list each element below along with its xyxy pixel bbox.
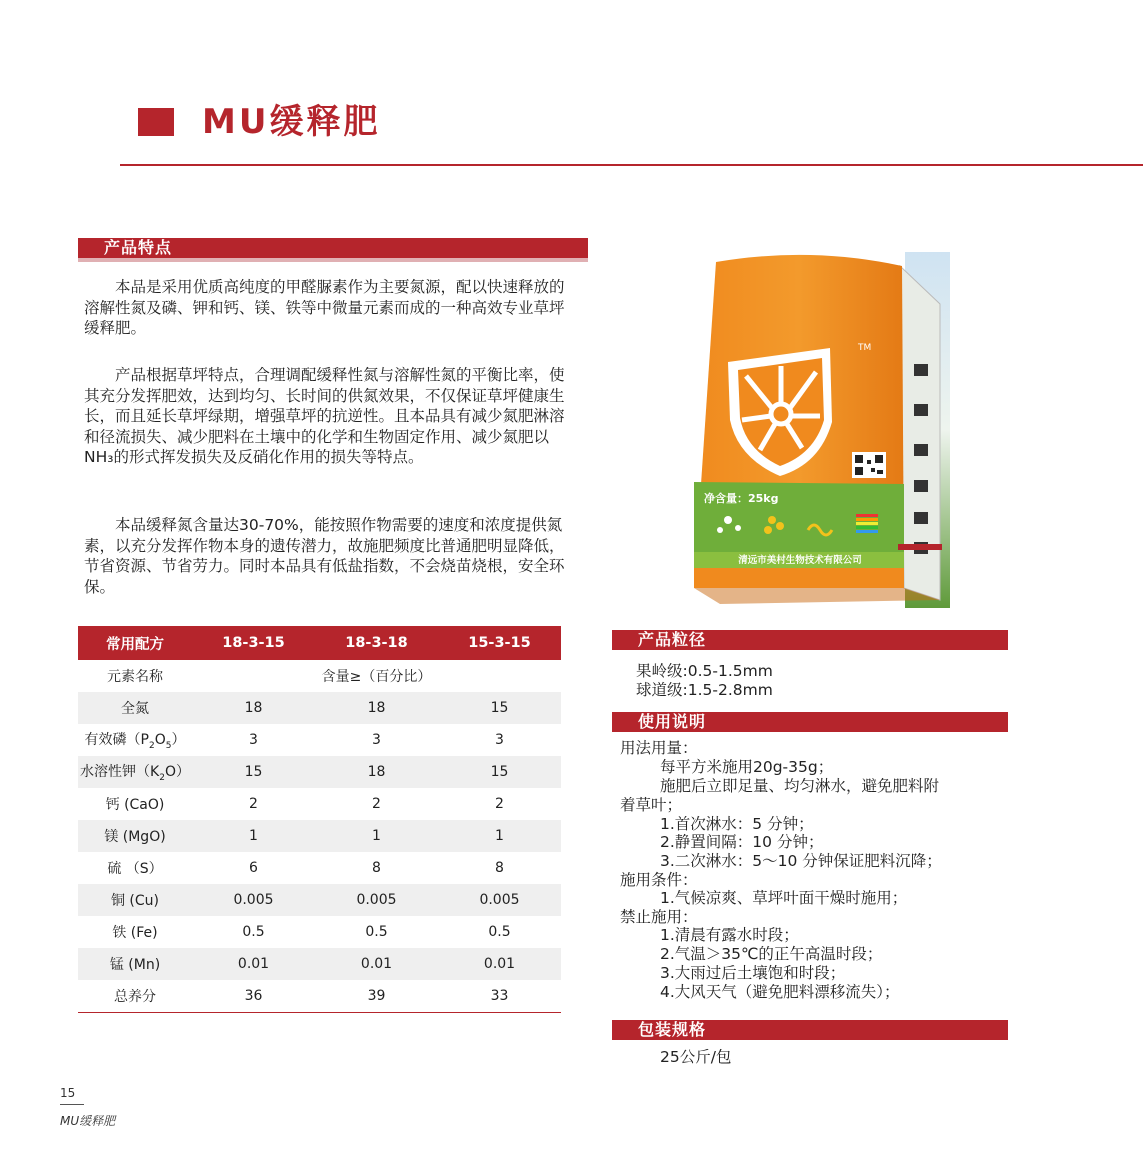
table-header-cell: 15-3-15: [438, 626, 561, 660]
features-text-3: 本品缓释氮含量达30-70%，能按照作物需要的速度和浓度提供氮素，以充分发挥作物本身的遗传潜力，故施肥频度比普通肥明显降低，节省资源、节省劳力。同时本品具有低盐指数，不会烧苗烧根，安全环保。: [84, 516, 565, 596]
table-cell: 钙 (CaO): [105, 797, 165, 813]
table-cell: 元素名称: [107, 669, 163, 685]
subscript: 5: [165, 740, 172, 751]
header-rule: [120, 164, 1143, 166]
packaging-heading: 包装规格: [638, 1020, 707, 1039]
table-cell: 36: [192, 980, 315, 1013]
table-header-row: [78, 626, 561, 660]
table-header-cell: 18-3-15: [192, 626, 315, 660]
table-cell: 18: [192, 692, 315, 724]
table-cell: 3: [372, 732, 381, 748]
table-cell: 硫 （S）: [107, 861, 163, 877]
packaging-heading-bar: [612, 1020, 1008, 1040]
table-cell: 18: [315, 756, 438, 788]
table-header-cell: 常用配方: [78, 626, 192, 660]
table-cell: [78, 756, 192, 788]
table-cell: 2: [372, 796, 381, 812]
table-cell: 0.005: [438, 884, 561, 916]
table-cell: 6: [249, 860, 258, 876]
element-name: ）: [171, 732, 186, 749]
element-name: 水溶性钾（: [80, 764, 151, 781]
features-text-1: 本品是采用优质高纯度的甲醛脲素作为主要氮源，配以快速释放的溶解性氮及磷、钾和钙、镁、铁等中微量元素而成的一种高效专业草坪缓释肥。: [84, 278, 565, 337]
table-cell: 18: [315, 692, 438, 724]
table-cell: 15: [438, 692, 561, 724]
table-row: [78, 884, 561, 916]
table-row: [78, 916, 561, 948]
features-paragraph-2: [84, 365, 574, 468]
element-symbol: O: [164, 764, 176, 781]
granule-heading-bar: [612, 630, 1008, 650]
page-title: MU缓释肥: [202, 102, 381, 142]
table-cell: 3: [249, 732, 258, 748]
table-cell: 含量≥（百分比）: [321, 669, 432, 685]
table-cell: 2: [495, 796, 504, 812]
usage-line: 4.大风天气（避免肥料漂移流失）；: [660, 983, 900, 1001]
table-row: [78, 692, 561, 724]
table-cell: 铜 (Cu): [78, 884, 192, 916]
table-row: [78, 980, 561, 1013]
table-cell: 0.5: [365, 924, 388, 940]
element-symbol: P: [140, 732, 149, 749]
usage-line: 每平方米施用20g-35g；: [660, 758, 834, 776]
usage-line: 3.大雨过后土壤饱和时段；: [660, 964, 846, 982]
table-cell: 0.5: [242, 924, 265, 940]
title-square-decoration: [138, 108, 174, 136]
table-header-cell: 18-3-18: [315, 626, 438, 660]
table-cell: 0.005: [192, 884, 315, 916]
granule-line: 果岭级:0.5-1.5mm: [636, 662, 773, 680]
usage-heading: 使用说明: [638, 712, 707, 731]
table-cell: 8: [495, 860, 504, 876]
features-paragraph-1: [84, 277, 574, 339]
table-cell: 镁 (MgO): [78, 820, 192, 852]
table-cell: 0.005: [315, 884, 438, 916]
table-cell: 2: [249, 796, 258, 812]
table-cell: 0.01: [192, 948, 315, 980]
usage-line: 2.静置间隔：10 分钟；: [660, 833, 824, 851]
table-row: [78, 756, 561, 788]
features-heading: 产品特点: [104, 238, 173, 257]
usage-line: 1.首次淋水：5 分钟；: [660, 815, 814, 833]
table-cell: 15: [438, 756, 561, 788]
bag-net-weight: 净含量：25kg: [704, 492, 779, 505]
table-cell: 0.01: [438, 948, 561, 980]
element-symbol: K: [150, 764, 160, 781]
usage-line: 1.气候凉爽、草坪叶面干燥时施用；: [660, 889, 908, 907]
element-name: ）: [175, 764, 190, 781]
packaging-value: 25公斤/包: [660, 1048, 732, 1066]
element-symbol: O: [154, 732, 166, 749]
usage-line: 施用条件：: [620, 871, 698, 889]
table-cell: 锰 (Mn): [78, 948, 192, 980]
usage-line: 施肥后立即足量、均匀淋水，避免肥料附: [660, 777, 940, 795]
table-subheader-row: [78, 660, 561, 692]
table-cell: 1: [438, 820, 561, 852]
element-name: 有效磷（: [84, 732, 141, 749]
table-cell: 铁 (Fe): [112, 925, 158, 941]
granule-heading: 产品粒径: [638, 630, 707, 649]
subscript: 2: [148, 740, 155, 751]
formula-table: [78, 626, 561, 1013]
table-cell: 15: [192, 756, 315, 788]
features-text-2: 产品根据草坪特点，合理调配缓释性氮与溶解性氮的平衡比率，使其充分发挥肥效，达到均匀、长时间的供氮效果，不仅保证草坪健康生长，而且延长草坪绿期，增强草坪的抗逆性。且本品具有减少氮肥淋溶和径流损失、减少肥料在土壤中的化学和生物固定作用、减少氮肥以NH₃的形式挥发损失及反硝化作用的损失等特点。: [84, 366, 565, 466]
table-cell: 1: [315, 820, 438, 852]
table-row: [78, 852, 561, 884]
table-row: [78, 724, 561, 756]
table-cell: 总养分: [78, 980, 192, 1013]
bag-company: 清远市美村生物技术有限公司: [738, 555, 862, 566]
table-row: [78, 820, 561, 852]
product-bag-image: [690, 244, 952, 620]
table-cell: 33: [438, 980, 561, 1013]
granule-line: 球道级:1.5-2.8mm: [636, 681, 773, 699]
table-cell: 39: [315, 980, 438, 1013]
table-cell: [78, 724, 192, 756]
usage-line: 3.二次淋水：5～10 分钟保证肥料沉降；: [660, 852, 942, 870]
table-row: [78, 948, 561, 980]
features-paragraph-3: [84, 515, 574, 597]
usage-line: 禁止施用：: [620, 908, 698, 926]
bag-tm-mark: TM: [858, 343, 872, 353]
features-heading-bar: [78, 238, 588, 262]
table-cell: 8: [372, 860, 381, 876]
usage-line: 用法用量：: [620, 739, 698, 757]
usage-line: 2.气温＞35℃的正午高温时段；: [660, 945, 883, 963]
table-cell: 0.5: [488, 924, 511, 940]
usage-line: 着草叶；: [620, 796, 683, 814]
page-number: 15: [60, 1086, 76, 1100]
table-cell: 全氮: [78, 692, 192, 724]
table-cell: 1: [192, 820, 315, 852]
usage-line: 1.清晨有露水时段；: [660, 926, 799, 944]
subscript: 2: [159, 772, 165, 783]
table-cell: 3: [495, 732, 504, 748]
table-row: [78, 788, 561, 820]
footer-divider: [60, 1104, 84, 1105]
usage-heading-bar: [612, 712, 1008, 732]
table-cell: 0.01: [315, 948, 438, 980]
footer-label: MU缓释肥: [60, 1114, 116, 1128]
